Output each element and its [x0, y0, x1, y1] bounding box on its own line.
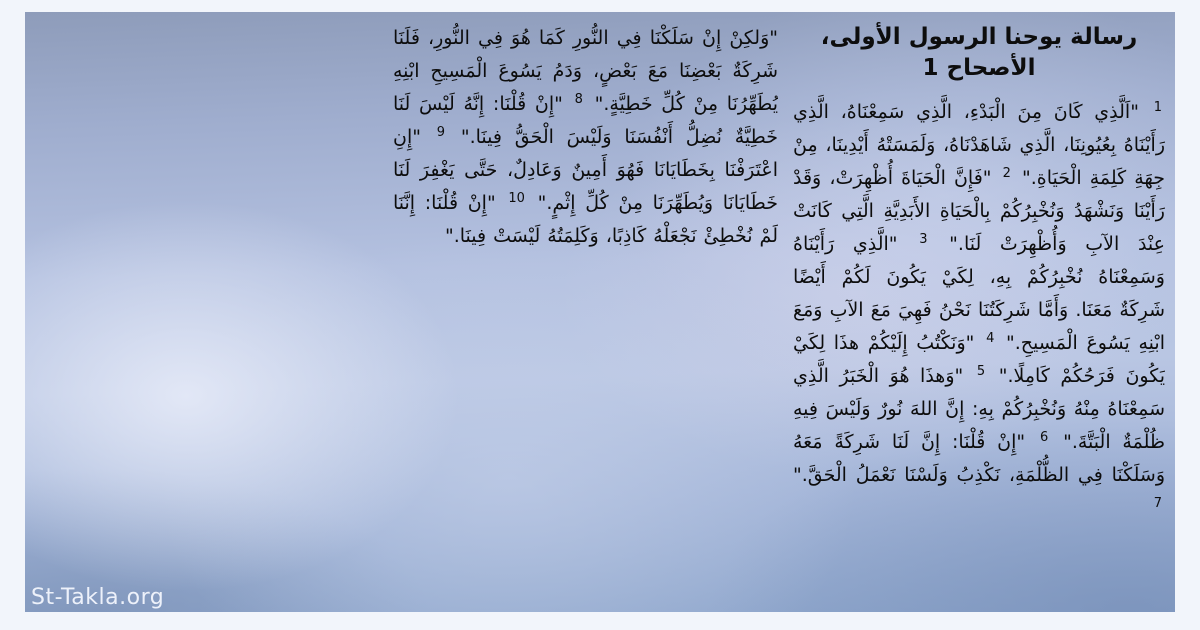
background-photo — [25, 12, 1175, 612]
verse-text-6: "إِنْ قُلْنَا: إِنَّ لَنَا شَرِكَةً مَعَهُ وَسَلَكْنَا فِي الظُّلْمَةِ، نَكْذِبُ وَلَسْنَا نَعْمَلُ الْحَقَّ." — [793, 431, 1165, 487]
column-right — [793, 18, 1165, 606]
page-title: رسالة يوحنا الرسول الأولى، الأصحاح 1 — [820, 24, 1138, 82]
verse-number-1: 1 — [1153, 100, 1162, 116]
verse-number-10: 10 — [508, 191, 525, 206]
verse-number-4: 4 — [986, 331, 995, 347]
verse-number-5: 5 — [976, 364, 986, 380]
verse-text-9: "إِنِ اعْتَرَفْنَا بِخَطَايَانَا فَهُوَ أَمِينٌ وَعَادِلٌ، حَتَّى يَغْفِرَ لَنَا خَطَايَانَا وَيُطَهِّرَنَا مِنْ كُلِّ إِثْمٍ." — [393, 126, 778, 214]
verse-text-5: "وَهذَا هُوَ الْخَبَرُ الَّذِي سَمِعْنَاهُ مِنْهُ وَنُخْبِرُكُمْ بِهِ: إِنَّ اللهَ نُورٌ وَلَيْسَ فِيهِ ظُلْمَةٌ الْبَتَّةَ." — [793, 365, 1165, 454]
verses-right — [793, 96, 1165, 525]
verse-number-3: 3 — [919, 232, 928, 248]
verse-number-9: 9 — [436, 125, 446, 140]
verse-text-1: "اَلَّذِي كَانَ مِنَ الْبَدْءِ، الَّذِي سَمِعْنَاهُ، الَّذِي رَأَيْنَاهُ بِعُيُونِنَا، الَّذِي شَاهَدْنَاهُ، وَلَمَسَتْهُ أَيْدِينَا، مِنْ جِهَةِ كَلِمَةِ الْحَيَاةِ." — [793, 101, 1165, 190]
verse-number-6: 6 — [1039, 430, 1049, 446]
verse-text-10: "إِنْ قُلْنَا: إِنَّنَا لَمْ نُخْطِئْ نَجْعَلْهُ كَاذِبًا، وَكَلِمَتُهُ لَيْسَتْ فِينَا." — [393, 192, 778, 247]
verse-text-3: "الَّذِي رَأَيْنَاهُ وَسَمِعْنَاهُ نُخْبِرُكُمْ بِهِ، لِكَيْ يَكُونَ لَكُمْ أَيْضًا شَرِكَةٌ مَعَنَا. وَأَمَّا شَرِكَتُنَا نَحْنُ فَهِيَ مَعَ الآبِ وَمَعَ ابْنِهِ يَسُوعَ الْمَسِيحِ." — [793, 233, 1165, 355]
verse-number-7: 7 — [1153, 496, 1162, 512]
verse-text-4: "وَنَكْتُبُ إِلَيْكُمْ هذَا لِكَيْ يَكُونَ فَرَحُكُمْ كَامِلًا." — [793, 332, 1165, 388]
verse-number-8: 8 — [574, 92, 583, 107]
verse-number-2: 2 — [1002, 166, 1011, 182]
verse-text-8: "إِنْ قُلْنَا: إِنَّهُ لَيْسَ لَنَا خَطِيَّةٌ نُضِلُّ أَنْفُسَنَا وَلَيْسَ الْحَقُّ فِينَا." — [393, 93, 778, 148]
column-left — [393, 18, 778, 606]
watermark: St-Takla.org — [31, 585, 165, 610]
scripture-content — [393, 18, 1165, 606]
verse-text-2: "فَإِنَّ الْحَيَاةَ أُظْهِرَتْ، وَقَدْ رَأَيْنَا وَنَشْهَدُ وَنُخْبِرُكُمْ بِالْحَيَاةِ الأَبَدِيَّةِ الَّتِي كَانَتْ عِنْدَ الآبِ وَأُظْهِرَتْ لَنَا." — [793, 167, 1165, 256]
verses-left — [393, 18, 778, 253]
verse-text-7: "وَلكِنْ إِنْ سَلَكْنَا فِي النُّورِ كَمَا هُوَ فِي النُّورِ، فَلَنَا شَرِكَةٌ بَعْضِنَا مَعَ بَعْضٍ، وَدَمُ يَسُوعَ الْمَسِيحِ ابْنِهِ يُطَهِّرُنَا مِنْ كُلِّ خَطِيَّةٍ." — [393, 27, 778, 115]
